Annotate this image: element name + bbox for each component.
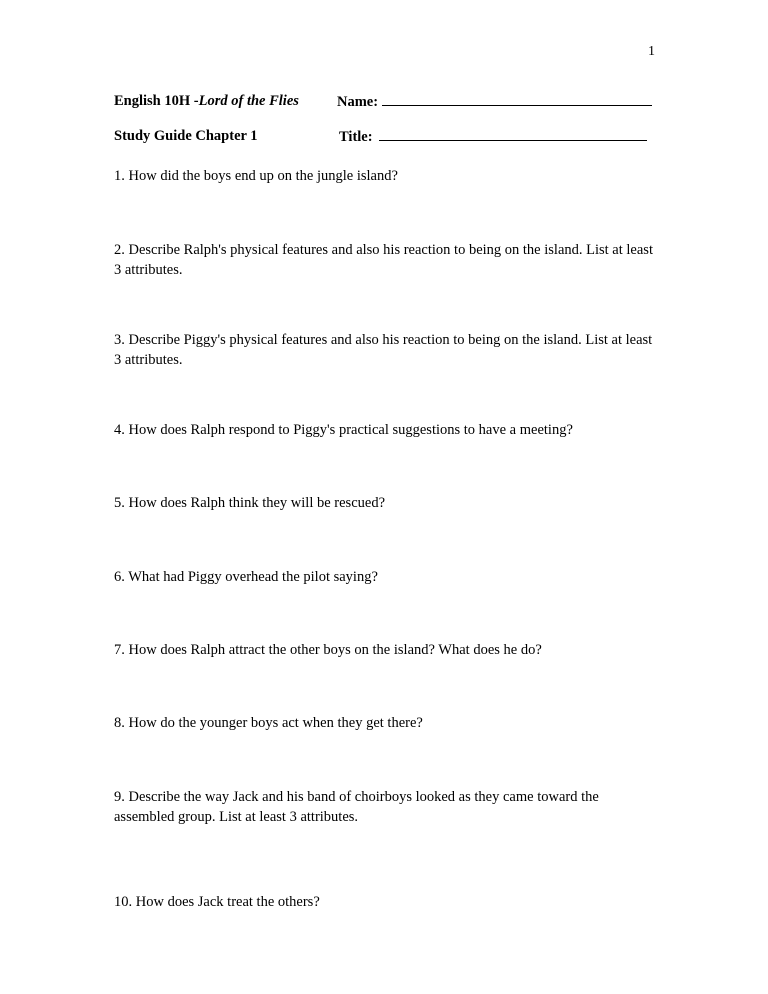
title-field <box>339 128 647 146</box>
question-7: 7. How does Ralph attract the other boys on the island? What does he do? <box>114 642 542 658</box>
question-10: 10. How does Jack treat the others? <box>114 894 320 910</box>
question-3: 3. Describe Piggy's physical features and also his reaction to being on the island. List at least 3 attributes. <box>114 332 653 368</box>
study-guide-label: Study Guide Chapter 1 <box>114 128 258 144</box>
question-6: 6. What had Piggy overhead the pilot saying? <box>114 569 378 585</box>
title-label: Title: <box>339 129 373 145</box>
title-blank-line <box>379 128 647 141</box>
question-5: 5. How does Ralph think they will be rescued? <box>114 495 386 511</box>
course-book-title: Lord of the Flies <box>198 93 299 109</box>
page-number: 1 <box>648 44 655 59</box>
course-prefix: English 10H - <box>114 93 199 109</box>
question-4: 4. How does Ralph respond to Piggy's practical suggestions to have a meeting? <box>114 422 573 438</box>
question-2: 2. Describe Ralph's physical features and also his reaction to being on the island. List at least 3 attributes. <box>114 242 653 278</box>
name-field <box>337 93 652 111</box>
question-9: 9. Describe the way Jack and his band of choirboys looked as they came toward the assembled group. List at least 3 attributes. <box>114 789 599 825</box>
name-label: Name: <box>337 94 379 110</box>
question-8: 8. How do the younger boys act when they get there? <box>114 715 423 731</box>
question-1: 1. How did the boys end up on the jungle island? <box>114 168 398 184</box>
course-title <box>114 93 299 110</box>
name-blank-line <box>382 93 652 106</box>
